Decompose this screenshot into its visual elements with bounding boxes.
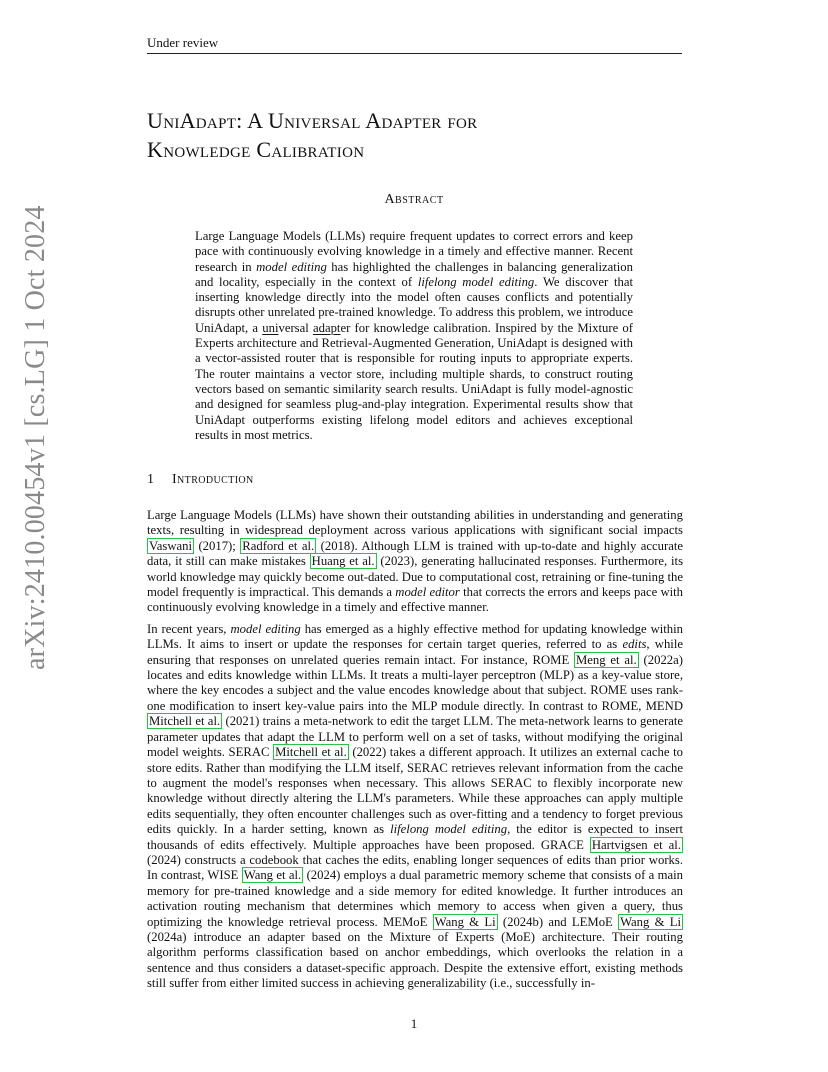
emphasis: edits (622, 637, 647, 652)
emphasis: model editor (395, 585, 460, 600)
emphasis: lifelong model editing (390, 822, 508, 837)
emphasis: lifelong model editing (417, 274, 535, 289)
citation-link[interactable]: Meng et al. (576, 652, 637, 667)
citation-link[interactable]: Mitchell et al. (275, 745, 347, 760)
paragraph: In recent years, model editing has emerged as a highly effective method for updating knowledge within LLMs. It aims to insert or update the responses for certain target queries, referred to as edits, while ensuring that responses on unrelated queries remain intact. For instance, ROME Meng et al. (2022a) locates and edits knowledge within LLMs. It treats a multi-layer perceptron (MLP) as a key-value store, where the key encodes a subject and the value encodes knowledge about that subject. ROME uses rank-one modification to insert key-value pairs into the MLP module directly. In contrast to ROME, MEND Mitchell et al. (2021) trains a meta-network to edit the target LLM. The meta-network learns to generate parameter updates that adapt the LLM to perform well on a set of tasks, without modifying the original model weights. SERAC Mitchell et al. (2022) takes a different approach. It utilizes an external cache to store edits. Rather than modifying the LLM itself, SERAC retrieves relevant information from the cache to augment the model's responses when necessary. This allows SERAC to flexibly incorporate new knowledge without directly altering the LLM's parameters. While these approaches can apply multiple edits sequentially, they often encounter challenges such as over-fitting and a tendency to forget previous edits quickly. In a harder setting, known as lifelong model editing, the editor is expected to insert thousands of edits effectively. Multiple approaches have been proposed. GRACE Hartvigsen et al. (2024) constructs a codebook that caches the edits, enabling longer sequences of edits than prior works. In contrast, WISE Wang et al. (2024) employs a dual parametric memory scheme that consists of a main memory for pre-trained knowledge and a side memory for edited knowledge. It further introduces an activation routing mechanism that determines which memory to access when given a query, thus optimizing the knowledge retrieval process. MEMoE Wang & Li (2024b) and LEMoE Wang & Li (2024a) introduce an adapter based on the Mixture of Experts (MoE) architecture. Their routing algorithm performs classification based on anchor embeddings, which overlooks the relation in a sentence and thus considers a dataset-specific approach. Despite the extensive effort, existing methods still suffer from either limited success in achieving generalizability (i.e., successfully in- (147, 621, 684, 991)
section-number: 1 (147, 472, 155, 487)
paper-title (147, 106, 707, 164)
running-header: Under review (147, 35, 682, 54)
abstract-heading: Abstract (384, 192, 444, 207)
citation-link[interactable]: Huang et al. (311, 554, 375, 569)
citation-link[interactable]: Wang & Li (620, 914, 682, 929)
citation-link[interactable]: Wang et al. (243, 868, 302, 883)
paragraph: Large Language Models (LLMs) have shown their outstanding abilities in understanding and generating texts, resulting in widespread deployment across various applications with significant social impacts Vaswani (2017); Radford et al. (2018). Although LLM is trained with up-to-date and highly accurate data, it still can make mistakes Huang et al. (2023), generating hallucinated responses. Furthermore, its world knowledge may quickly become out-dated. Due to computational cost, retraining or fine-tuning the model frequently is impractical. This demands a model editor that corrects the errors and keeps pace with continuously evolving knowledge in a timely and effective manner. (147, 508, 684, 615)
citation-link[interactable]: Vaswani (149, 538, 192, 553)
title-line-2: Knowledge Calibration (147, 137, 365, 162)
citation-link[interactable]: Radford et al. (242, 538, 315, 553)
citation-link[interactable]: Mitchell et al. (149, 714, 221, 729)
emphasis: model editing (230, 621, 301, 636)
arxiv-identifier: arXiv:2410.00454v1 [cs.LG] 1 Oct 2024 (20, 205, 51, 670)
underlined-adapt: adapt (312, 320, 341, 335)
section-heading-introduction (147, 472, 254, 488)
section-title: Introduction (172, 472, 254, 487)
emphasis: model editing (256, 259, 327, 274)
page-number: 1 (410, 1016, 418, 1031)
underlined-uni: uni (262, 320, 279, 335)
abstract-body: Large Language Models (LLMs) require frequent updates to correct errors and keep pace with continuously evolving knowledge in a timely and effective manner. Recent research in model editing has highlighted the challenges in balancing generalization and locality, especially in the context of lifelong model editing. We discover that inserting knowledge directly into the model often causes conflicts and potentially disrupts other unrelated pre-trained knowledge. To address this problem, we introduce UniAdapt, a universal adapter for knowledge calibration. Inspired by the Mixture of Experts architecture and Retrieval-Augmented Generation, UniAdapt is designed with a vector-assisted router that is responsible for routing inputs to appropriate experts. The router maintains a vector store, including multiple shards, to construct routing vectors based on semantic similarity search results. UniAdapt is fully model-agnostic and designed for seamless plug-and-play integration. Experimental results show that UniAdapt outperforms existing lifelong model editors and achieves exceptional results in most metrics. (195, 229, 634, 442)
citation-link[interactable]: Hartvigsen et al. (591, 837, 682, 852)
citation-link[interactable]: Wang & Li (434, 914, 496, 929)
title-line-1: UniAdapt: A Universal Adapter for (147, 108, 478, 133)
introduction-body (147, 508, 683, 998)
